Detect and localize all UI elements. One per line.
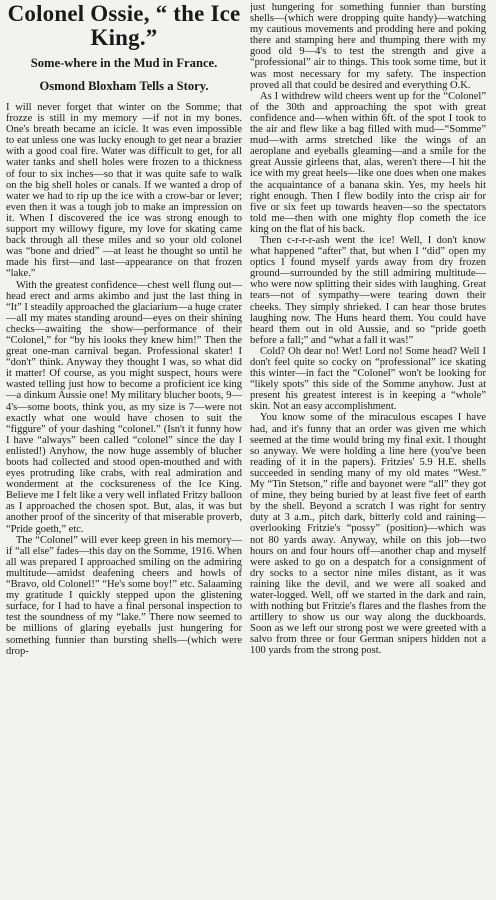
paragraph: With the greatest confidence—chest well flung out—head erect and arms akimbo and just the last thing in “It” I steadily approached the glaciarium—a huge crater—all my mates standing around—eyes on their shining checks—awaiting the show—performance of their “Colonel,” for “by his looks they knew him!” Then the great one-man carnival began. Professional skater! I “don't” think. Anyway they thought I was, so what did it matter! Of course, as you might suspect, hours were wasted telling just how to become a proficient ice king—a dinkum Aussie one! My military blucher boots, 9—4's—some boots, think you, as my size is 7—were not exactly what one would have chosen to suit the “figgure” of your dashing “colonel.” (Isn't it funny how I have “always” been called “colonel” since the day I enlisted!) Anyhow, the now huge assembly of blucher boots had collected and stood open-mouthed and with eyes protruding like crabs, with real admiration and wonderment at the cocksureness of the Ice King. Believe me I felt like a very well inflated Fritzy balloon as I approached the chosen spot. But, alas, it was but another proof of the sincerity of that miserable proverb, “Pride goeth,” etc. <box>6 279 242 535</box>
paragraph: You know some of the miraculous escapes I have had, and it's funny that an order was given me which seemed at the time would bring my final exit. I thought so anyway. We were holding a line here (you've been reading of it in the papers). Fritzies' 5.9 H.E. shells succeeded in sending many of my old mates “West.” My “Tin Stetson,” rifle and bayonet were “all” they got of mine, they being buried by at least five feet of earth by the shell. Beyond a scratch I was right for sentry duty at 3 a.m., pitch dark, bitterly cold and raining—overlooking Fritzie's “possy” (position)—which was not 80 yards away. Anyway, while on this job—two hours on and four hours off—another chap and myself were asked to go on a despatch for a consignment of dry socks to a sector nine miles distant, as it was raining like the devil, and we were all soaked and water-logged. Well, off we started in the dark and rain, with nothing but Fritzie's flares and the flashes from the artillery to show us our way along the duckboards. Soon as we left our strong post we were greeted with a salvo from three or four German snipers hidden not a 100 yards from the strong post. <box>250 412 486 657</box>
paragraph: I will never forget that winter on the Somme; that frozze is still in my memory —if not in my bones. One's breath became an icicle. It was even impossible to eat unless one was lucky enough to get near a brazier with a good coal fire. Water was difficult to get, for all water tanks and shell holes were frozen to a thickness of four to six inches—so that it was quite safe to walk on the big shell holes or canals. If we wanted a drop of water we had to rip up the ice with a crow-bar or lever; even then it was a tough job to make an impression on it. When I discovered the ice was strong enough to support my willowy figure, my love for skating came back through all these miles and so your old colonel was “bone and dried” —at least he thought so until he made his first—and last—appearance on that frozen “lake.” <box>6 102 242 280</box>
paragraph: As I withdrew wild cheers went up for the “Colonel” of the 30th and approaching the spot with great confidence and—when within 6ft. of the spot I took to the air and flew like a bag filled with mud—“Somme” mud—with arms stretched like the wings of an aeroplane and eyeballs gleaming—and a smile for the great Aussie girleens that, alas, weren't there—I hit the ice with my great heels—like one does when one makes the acquaintance of a banana skin. Yes, my heels hit right enough. Then I flew bodily into the crisp air for five or six feet up towards heaven—so the spectators told me—then with one mighty flop cometh the ice king on the flat of his back. <box>250 90 486 235</box>
paragraph: just hungering for something funnier than bursting shells—(which were dropping quite handy)—watching my cautious movements and prodding here and poking there and stamping here and thumping there with my good old 9—4's to test the strength and give a “professional” air to things. This took some time, but it was most necessary for my safety. The inspection proved all that could be desired and everything O.K. <box>250 2 486 91</box>
subheadline: Some-where in the Mud in France. <box>30 56 218 70</box>
byline: Osmond Bloxham Tells a Story. <box>39 79 209 93</box>
headline: Colonel Ossie, “ the Ice King.” <box>7 2 241 50</box>
paragraph: The “Colonel” will ever keep green in his memory—if “all else” fades—this day on the Somme, 1916. When all was prepared I approached smiling on the admiring multitude—amidst deafening cheers and howls of “Bravo, old Colonel!” “He's some boy!” etc. Salaaming my gratitude I quickly stepped upon the glistening surface, for I had to have a final personal inspection to test the soundness of my “lake.” There now seemed to be millions of glaring eyeballs just hungering for something funnier than bursting shells—(which were drop- <box>6 534 242 657</box>
paragraph: Cold? Oh dear no! Wet! Lord no! Some head? Well I don't feel quite so cocky on “professional” ice skating this winter—in fact the “Colonel” won't be looking for “likely spots” this side of the Somme anyhow. Just at present his greatest interest is in keeping a “whole” skin. Not an easy accomplishment. <box>250 345 486 413</box>
column-right <box>250 2 486 900</box>
paragraph: Then c-r-r-r-ash went the ice! Well, I don't know what happened “after” that, but when I “did” open my optics I found myself yards away from dry frozen ground—surrounded by the still admiring multitude—who were now splitting their sides with laughing. Great tears—not of sympathy—were tearing down their cheeks. They simply shrieked. I can hear those brutes laughing now. The Huns heard them. You could have heard them out in old Aussie, and so “pride goeth before a fall;” and “what a fall it was!” <box>250 234 486 346</box>
column-left <box>6 2 242 900</box>
